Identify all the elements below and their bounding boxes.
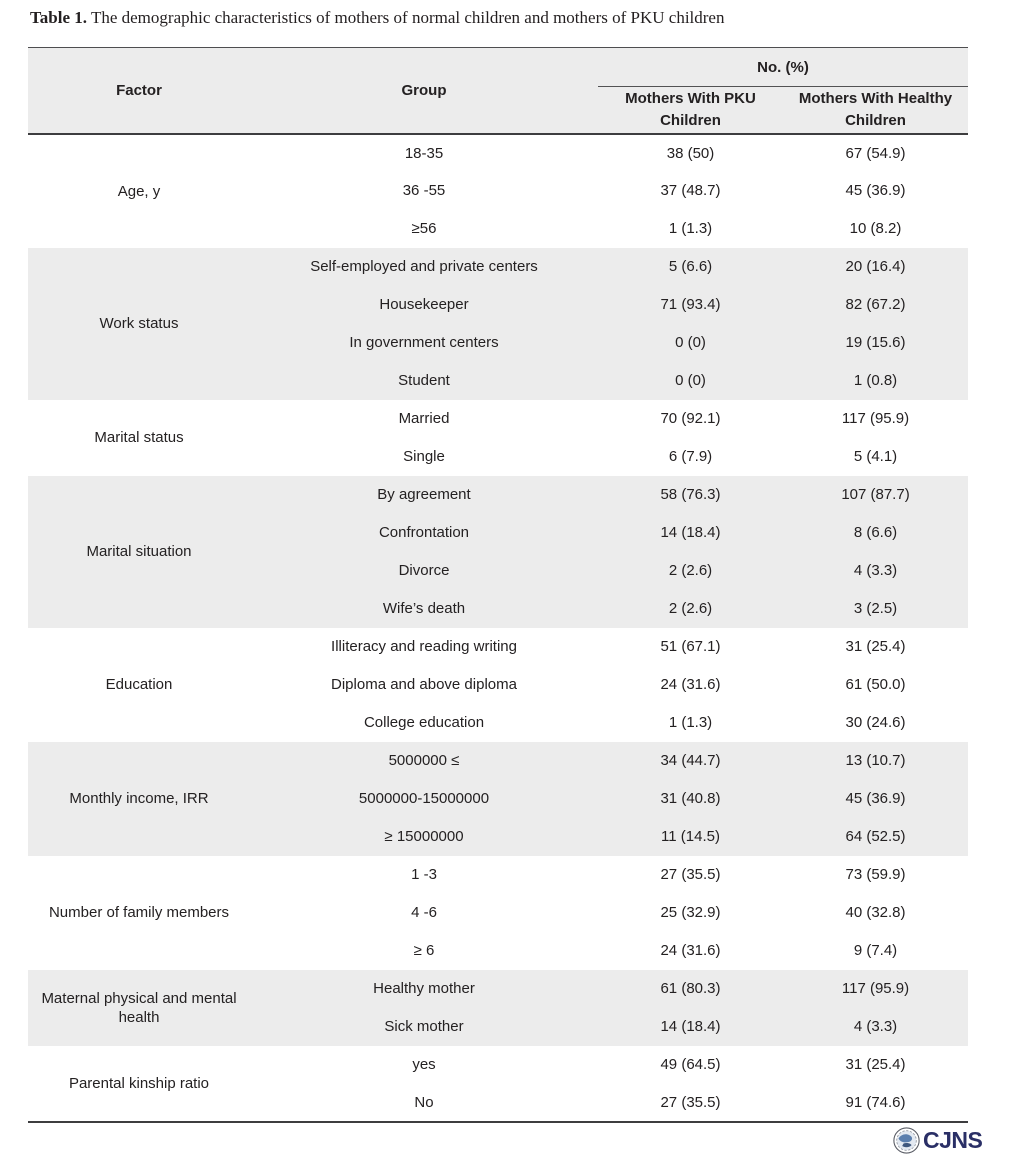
section-age: [28, 134, 968, 248]
value-cell-healthy: 107 (87.7): [841, 486, 910, 503]
group-cell: 1 -3: [411, 866, 437, 883]
group-cell: Sick mother: [384, 1018, 464, 1035]
table-row: [28, 400, 968, 438]
value-cell-pku: 24 (31.6): [660, 942, 721, 959]
value-cell-healthy: 13 (10.7): [845, 752, 906, 769]
table-row: [28, 856, 968, 894]
value-cell-healthy: 3 (2.5): [853, 600, 898, 617]
value-cell-healthy: 91 (74.6): [845, 1093, 906, 1111]
section-marital-situation: [28, 476, 968, 628]
factor-cell: Parental kinship ratio: [68, 1074, 210, 1092]
section-parental-kinship: [28, 1046, 968, 1122]
header-no-pct: No. (%): [598, 48, 968, 87]
group-cell: By agreement: [377, 486, 471, 503]
journal-logo-text: CJNS: [923, 1127, 983, 1153]
group-cell: Student: [398, 372, 450, 389]
section-work-status: [28, 248, 968, 400]
table-row: [28, 628, 968, 666]
value-cell-pku: 38 (50): [666, 144, 715, 162]
factor-cell: Marital status: [94, 429, 184, 446]
table-caption-number: Table 1.: [30, 8, 88, 27]
section-family-members: [28, 856, 968, 970]
value-cell-pku: 0 (0): [675, 334, 706, 351]
section-monthly-income: [28, 742, 968, 856]
factor-cell: Monthly income, IRR: [69, 790, 209, 807]
group-cell: Diploma and above diploma: [331, 676, 517, 693]
value-cell-healthy: 1 (0.8): [853, 372, 898, 389]
value-cell-pku: 11 (14.5): [661, 828, 720, 845]
value-cell-pku: 27 (35.5): [660, 866, 721, 883]
value-cell-healthy: 64 (52.5): [845, 828, 906, 845]
table-header: [28, 48, 968, 134]
value-cell-pku: 51 (67.1): [660, 638, 721, 655]
factor-cell: Work status: [99, 315, 179, 332]
group-cell: Divorce: [398, 562, 450, 579]
factor-cell: Number of family members: [48, 904, 230, 921]
value-cell-healthy: 4 (3.3): [853, 562, 898, 579]
group-cell: Housekeeper: [379, 296, 469, 313]
value-cell-pku: 2 (2.6): [668, 600, 713, 617]
header-col-pku: Mothers With PKU Children: [625, 89, 756, 129]
value-cell-pku: 70 (92.1): [660, 410, 721, 427]
group-cell: 4 -6: [411, 904, 437, 921]
value-cell-healthy: 10 (8.2): [849, 220, 902, 237]
table-row: [28, 1046, 968, 1084]
group-cell: College education: [363, 714, 485, 731]
group-cell: ≥ 6: [413, 942, 435, 959]
value-cell-healthy: 4 (3.3): [853, 1018, 898, 1035]
value-cell-healthy: 8 (6.6): [853, 524, 898, 541]
value-cell-healthy: 82 (67.2): [845, 296, 906, 313]
value-cell-healthy: 117 (95.9): [841, 410, 910, 427]
value-cell-pku: 1 (1.3): [668, 714, 713, 731]
value-cell-pku: 49 (64.5): [660, 1056, 721, 1073]
value-cell-pku: 14 (18.4): [660, 524, 721, 541]
header-col-healthy: Mothers With Healthy Children: [798, 89, 953, 129]
section-education: [28, 628, 968, 742]
value-cell-pku: 27 (35.5): [660, 1093, 721, 1111]
value-cell-pku: 5 (6.6): [668, 258, 713, 275]
group-cell: Wife’s death: [382, 600, 466, 617]
group-cell: 5000000-15000000: [358, 790, 490, 807]
journal-logo: [893, 1127, 982, 1154]
value-cell-healthy: 31 (25.4): [845, 638, 906, 655]
value-cell-healthy: 5 (4.1): [853, 448, 898, 465]
cjns-globe-icon: [893, 1127, 920, 1154]
value-cell-healthy: 20 (16.4): [845, 258, 906, 275]
header-row-top: [28, 48, 968, 87]
section-marital-status: [28, 400, 968, 476]
factor-cell: Age, y: [117, 182, 161, 200]
group-cell: ≥ 15000000: [384, 828, 464, 845]
value-cell-pku: 6 (7.9): [668, 448, 713, 465]
group-cell: 36 -55: [402, 182, 446, 199]
group-cell: ≥56: [411, 220, 437, 237]
header-group: Group: [401, 81, 447, 99]
demographics-table: [28, 47, 968, 1123]
table-row: [28, 476, 968, 514]
value-cell-healthy: 73 (59.9): [845, 866, 906, 883]
group-cell: yes: [412, 1056, 436, 1073]
group-cell: Self-employed and private centers: [310, 258, 538, 275]
value-cell-healthy: 40 (32.8): [845, 904, 906, 921]
table-row: [28, 134, 968, 172]
factor-cell: Maternal physical and mental health: [41, 989, 237, 1026]
value-cell-pku: 1 (1.3): [668, 220, 713, 237]
value-cell-healthy: 30 (24.6): [845, 714, 906, 731]
value-cell-healthy: 45 (36.9): [845, 790, 906, 807]
value-cell-pku: 25 (32.9): [660, 904, 721, 921]
group-cell: In government centers: [349, 334, 499, 351]
value-cell-pku: 2 (2.6): [668, 562, 713, 579]
group-cell: Illiteracy and reading writing: [331, 638, 517, 655]
group-cell: Confrontation: [378, 524, 470, 541]
value-cell-healthy: 67 (54.9): [845, 144, 906, 162]
value-cell-healthy: 9 (7.4): [853, 942, 898, 959]
group-cell: Single: [403, 448, 445, 465]
value-cell-healthy: 31 (25.4): [845, 1056, 906, 1073]
value-cell-healthy: 61 (50.0): [845, 676, 906, 693]
table-row: [28, 742, 968, 780]
value-cell-pku: 71 (93.4): [660, 296, 721, 313]
group-cell: 18-35: [404, 144, 444, 162]
header-factor: Factor: [116, 81, 162, 99]
value-cell-healthy: 117 (95.9): [841, 980, 910, 997]
value-cell-pku: 14 (18.4): [660, 1018, 721, 1035]
group-cell: Married: [398, 410, 450, 427]
section-maternal-health: [28, 970, 968, 1046]
value-cell-pku: 31 (40.8): [660, 790, 721, 807]
table-row: [28, 248, 968, 286]
table-caption-text: The demographic characteristics of mothers of normal children and mothers of PKU children: [87, 8, 725, 27]
value-cell-pku: 34 (44.7): [660, 752, 721, 769]
value-cell-healthy: 19 (15.6): [845, 334, 906, 351]
group-cell: 5000000 ≤: [388, 752, 460, 769]
group-cell: No: [414, 1093, 434, 1111]
group-cell: Healthy mother: [373, 980, 475, 997]
value-cell-pku: 61 (80.3): [660, 980, 721, 997]
value-cell-pku: 0 (0): [675, 372, 706, 389]
factor-cell: Education: [105, 676, 173, 693]
value-cell-pku: 37 (48.7): [660, 182, 721, 199]
factor-cell: Marital situation: [86, 543, 192, 560]
table-row: [28, 970, 968, 1008]
value-cell-pku: 58 (76.3): [660, 486, 721, 503]
value-cell-healthy: 45 (36.9): [845, 182, 906, 199]
table-caption: [30, 8, 724, 28]
value-cell-pku: 24 (31.6): [660, 676, 721, 693]
